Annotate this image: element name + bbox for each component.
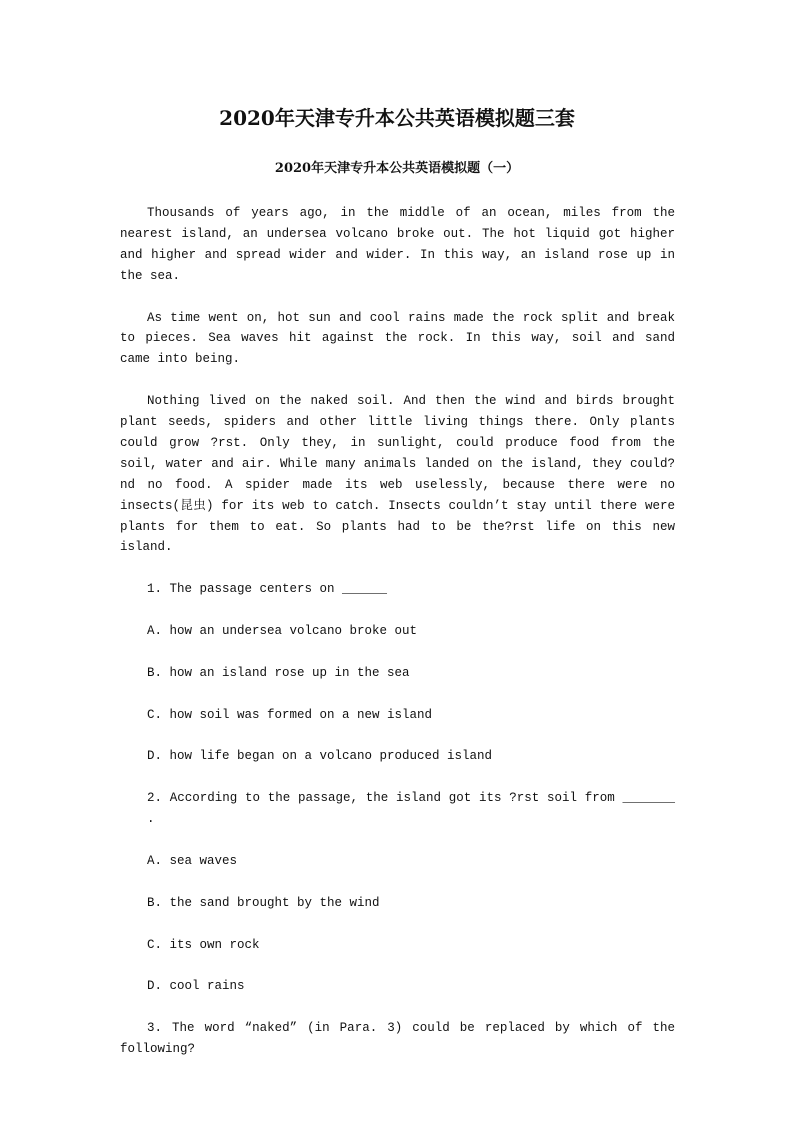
question-2-option-a: A. sea waves	[147, 853, 238, 868]
question-2-stem: 2. According to the passage, the island got its ?rst soil from _______ .	[147, 791, 675, 827]
question-1-option-c: C. how soil was formed on a new island	[147, 707, 433, 722]
passage-paragraph-2: As time went on, hot sun and cool rains made the rock split and break to pieces. Sea waves hit against the rock. In this way, soil and sand came into being.	[120, 310, 675, 367]
document-subtitle: 2020年天津专升本公共英语模拟题（一）	[274, 161, 520, 176]
question-2-option-b: B. the sand brought by the wind	[147, 895, 380, 910]
question-1-stem: 1. The passage centers on ______	[147, 582, 388, 597]
document-title: 2020年天津专升本公共英语模拟题三套	[219, 106, 575, 130]
document-body	[120, 203, 675, 1081]
question-1-option-d: D. how life began on a volcano produced island	[147, 749, 493, 764]
passage-paragraph-3: Nothing lived on the naked soil. And then the wind and birds brought plant seeds, spiders and other little living things there. Only plants could grow ?rst. Only they, in sunlight, could produce food from the soil, water and air. While many animals landed on the island, they could?nd no food. A spider made its web uselessly, because there were no insects(昆虫) for its web to catch. Insects couldn’t stay until there were plants for them to eat. So plants had to be the?rst life on this new island.	[120, 394, 675, 555]
question-1-option-a: A. how an undersea volcano broke out	[147, 624, 418, 639]
question-2-option-c: C. its own rock	[147, 937, 260, 952]
question-2-option-d: D. cool rains	[147, 979, 245, 994]
question-3-stem: 3. The word “naked” (in Para. 3) could be replaced by which of the following?	[120, 1021, 675, 1057]
passage-paragraph-1: Thousands of years ago, in the middle of an ocean, miles from the nearest island, an undersea volcano broke out. The hot liquid got higher and higher and spread wider and wider. In this way, an island rose up in the sea.	[120, 206, 675, 283]
question-1-option-b: B. how an island rose up in the sea	[147, 665, 410, 680]
